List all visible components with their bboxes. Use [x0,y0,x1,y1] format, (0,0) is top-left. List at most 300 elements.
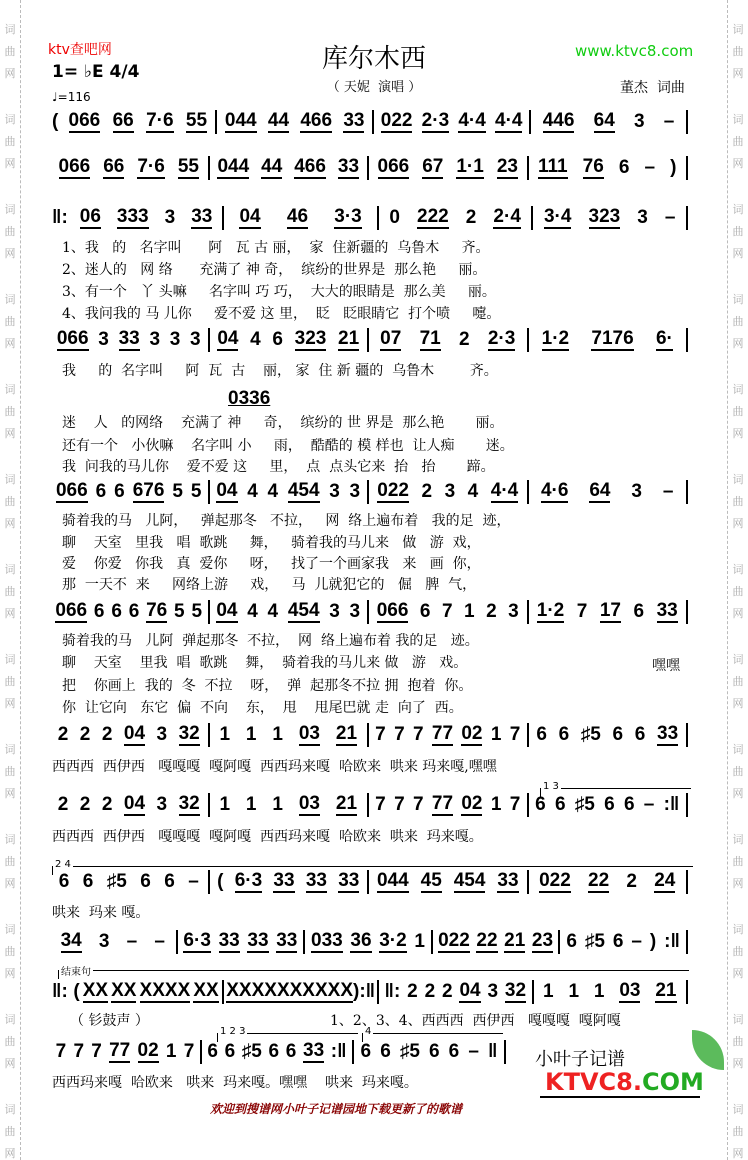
note-group: 1·1 [456,156,484,177]
measure [356,1041,502,1063]
ending-label: 结束句 [61,967,91,978]
note-group: 2 [79,724,91,745]
measure [531,481,685,503]
volta-label: 1 3 [543,781,559,792]
measure [535,207,684,229]
note-group: 1 [165,1041,177,1062]
logo-site-red: KTVC8. [545,1068,642,1096]
measure [531,157,685,179]
watermark-char: 词 [4,293,16,306]
note-group: ) [353,981,360,1002]
watermark-char: 词 [4,833,16,846]
note-group: 3·2 [379,930,407,951]
note-group: 02 [461,723,483,744]
lyric-line: 1、我 的 名字叫 阿 瓦 古 丽， 家 住新疆的 乌鲁木 齐。 [62,240,490,256]
note-group: 36 [350,930,372,951]
watermark-char: 曲 [732,945,744,958]
note-group: – [154,931,165,952]
note-group: 6 [618,157,630,178]
note-group: 6 [285,1041,297,1062]
watermark-char: 网 [732,517,744,530]
lyric-line: 西西西 西伊西 嘎嘎嘎 嘎阿嘎 西西玛来嘎 哈欧来 哄来 玛来嘎,嘿嘿 [52,759,497,775]
watermark-char: 网 [732,247,744,260]
measure [371,481,525,503]
note-group: 6 [114,481,125,502]
lyric-line: 骑着我的马 儿阿 弹起那冬 不拉， 网 络上遍布着 我的足 迹。 [62,633,479,649]
singer-credit: （ 天妮 演唱 ） [326,80,422,95]
note-group: 04 [216,600,238,621]
watermark-char: 词 [4,1013,16,1026]
note-group: 6 [93,601,105,622]
barline [527,480,529,504]
note-group: 044 [224,110,257,131]
watermark-char: 词 [4,203,16,216]
note-group: 2 [407,981,418,1002]
note-group: – [663,111,675,132]
notation-row [52,328,690,352]
lyric-heihei: 嘿嘿 [652,658,680,674]
barline [686,206,688,230]
note-group: 1 [245,794,257,815]
watermark-char: 词 [4,743,16,756]
note-group: 066 [376,600,409,621]
note-group: 03 [298,723,320,744]
watermark-char: 曲 [732,855,744,868]
note-group: 4 [250,329,261,350]
note-group: 55 [177,156,199,177]
watermark-char: 曲 [4,945,16,958]
watermark-char: 词 [4,473,16,486]
note-group: XX [193,980,219,1001]
note-group: 34 [60,930,82,951]
note-group: 1 [542,981,554,1002]
watermark-char: 曲 [4,675,16,688]
note-group: – [126,931,138,952]
note-group: 7 [412,724,424,745]
lyric-line: 哄来 玛来 嘎。 [52,905,150,921]
lyric-line: 把 你画上 我的 冬 不拉 呀， 弹 起那冬不拉 拥 抱着 你。 [62,678,473,694]
note-group: 3 [190,329,201,350]
measure [307,931,429,953]
watermark-char: 网 [4,247,16,260]
note-group: 1 [490,794,502,815]
note-group: 2 [57,794,69,815]
watermark-char: 曲 [4,585,16,598]
notation-row [52,600,690,624]
note-group: 7 [394,724,405,745]
note-group: 446 [542,110,575,131]
note-group: 4·6 [540,480,569,501]
barline [431,930,433,954]
measure [212,157,366,179]
watermark-char: 曲 [4,1125,16,1138]
note-group: – [664,207,676,228]
note-group: 7·6 [137,156,165,177]
note-group: 066 [68,110,101,131]
note-group: 6 [554,794,566,815]
note-group: 323 [588,206,621,227]
barline [208,600,210,624]
note-group: 07 [380,328,402,349]
note-group: 3 [164,207,176,228]
barline [222,206,224,230]
watermark-char: 词 [4,1103,16,1116]
note-group: XX [226,980,252,1001]
note-group: 33 [247,930,269,951]
composer-credit: 董杰 词曲 [620,80,685,96]
note-group: 21 [335,793,358,814]
note-group: 022 [539,870,571,891]
barline [367,480,369,504]
note-group: 4 [467,481,479,502]
measure [226,981,375,1003]
footer-message: 欢迎到搜谱网小叶子记谱园地下载更新了的歌谱 [210,1102,463,1116]
note-group: 21 [335,723,358,744]
note-group: 066 [58,156,91,177]
note-group: ♯5 [399,1041,420,1062]
note-group: ( [217,871,224,892]
watermark-char: 曲 [732,135,744,148]
watermark-char: 曲 [732,45,744,58]
insert-notation: 0336 [228,388,271,409]
barline [532,980,534,1004]
watermark-char: 词 [732,383,744,396]
lyric-line: 3、有一个 丫 头嘛 名字叫 巧 巧， 大大的眼睛是 那么美 丽。 [62,284,496,300]
note-group: 03 [619,980,641,1001]
note-group: 6 [95,481,107,502]
note-group: 02 [137,1040,159,1061]
note-group: 7 [73,1041,85,1062]
watermark-char: 词 [732,293,744,306]
note-group: 1 [414,931,425,952]
note-group: 1 [464,601,475,622]
note-group: 2 [486,601,497,622]
note-group: – [644,157,656,178]
lyric-line: 4、我问我的 马 儿你 爱不爱 这 里， 眨 眨眼睛它 打个喷 嚏。 [62,306,501,322]
note-group: XX [111,980,137,1001]
notation-row [52,156,690,180]
tempo-marking: ♩=116 [52,90,91,104]
watermark-char: 词 [4,23,16,36]
barline [504,1040,506,1064]
measure [376,111,527,133]
note-group: 022 [377,480,409,501]
note-group: 21 [338,328,360,349]
note-group: 33 [303,1040,325,1061]
note-group: 1·2 [536,600,565,621]
note-group: 6 [380,1041,391,1062]
watermark-char: 网 [732,157,744,170]
note-group: 04 [123,793,146,814]
measure [52,724,206,746]
note-group: 1 [272,724,283,745]
measure [72,981,220,1003]
note-group: 323 [294,328,327,349]
note-group: :‖ [663,794,680,815]
measure [562,931,684,953]
note-group: 7 [375,724,386,745]
note-group: 466 [300,110,333,131]
note-group: 2 [442,981,453,1002]
note-group: 04 [459,980,481,1001]
note-group: 454 [287,600,320,621]
lyric-line: 迷 人 的网络 充满了 神 奇， 缤纷的 世 界是 那么艳 丽。 [62,415,504,431]
note-group: 23 [531,930,554,951]
note-group: 4·4 [495,110,523,131]
note-group: 76 [146,600,168,621]
note-group: 44 [267,110,290,131]
logo-text: 小叶子记谱 [535,1049,625,1070]
note-group: 77 [431,723,454,744]
note-group: 71 [419,328,441,349]
barline [303,930,305,954]
watermark-char: 网 [4,67,16,80]
measure [381,981,529,1003]
note-group: 033 [311,930,343,951]
note-group: 7 [576,601,588,622]
measure [52,601,206,623]
watermark-char: 曲 [732,1125,744,1138]
note-group: 6 [634,724,646,745]
note-group: 6 [360,1041,372,1062]
watermark-char: 网 [4,697,16,710]
watermark-char: 曲 [4,225,16,238]
note-group: 3 [98,931,110,952]
measure [212,724,366,746]
barline [686,156,688,180]
watermark-char: 网 [4,1057,16,1070]
note-group: 2 [626,871,637,892]
note-group: 04 [217,328,239,349]
watermark-char: 网 [732,967,744,980]
note-group: 466 [294,156,326,177]
note-group: 0 [389,207,400,228]
note-group: 3·3 [334,206,362,227]
note-group: 4 [247,601,258,622]
volta-label: 2 4 [55,859,71,870]
barline [527,600,529,624]
note-group: ‖ [487,1041,498,1062]
barline [686,930,688,954]
note-group: ♯5 [580,724,601,745]
volta-1-2-3 [217,1026,358,1042]
logo-divider [540,1096,700,1098]
note-group: 3 [169,329,181,350]
barline [529,110,531,134]
note-group: 7 [441,601,453,622]
leaf-logo-icon [692,1030,724,1070]
note-group: 7176 [591,328,634,349]
note-group: 46 [286,206,309,227]
measure [371,724,525,746]
note-group: 066 [55,600,88,621]
watermark-char: 词 [732,1013,744,1026]
barline [215,110,217,134]
note-group: 7·6 [146,110,174,131]
note-group: 066 [56,328,89,349]
note-group: 066 [377,156,410,177]
measure [381,207,530,229]
note-group: 33 [657,723,679,744]
logo-site-green: COM [641,1068,704,1096]
barline [367,328,369,352]
note-group: 64 [593,110,615,131]
volta-4 [362,1026,503,1042]
note-group: 7 [55,1041,67,1062]
lyric-line: 爱 你爱 你我 真 爱你 呀， 找了一个画家我 来 画 你， [62,556,481,572]
watermark-char: 词 [732,833,744,846]
note-group: 33 [273,870,295,891]
note-group: 76 [582,156,604,177]
measure [52,329,206,351]
note-group: 066 [55,480,88,501]
barline [558,930,560,954]
note-group: ) [649,931,657,952]
note-group: 04 [123,723,146,744]
note-group: 33 [218,930,240,951]
watermark-char: 词 [732,743,744,756]
watermark-char: 词 [732,23,744,36]
note-group: 3 [349,481,361,502]
note-group: 7 [394,794,405,815]
note-group: 6 [224,1041,236,1062]
note-group: 1 [490,724,502,745]
note-group: 333 [116,206,149,227]
note-group: 6 [566,931,577,952]
note-group: 5 [190,481,202,502]
lyric-line: 聊 天室 里我 唱 歌跳 舞， 骑着我的马儿来 做 游 戏， [62,535,481,551]
watermark-char: 网 [732,877,744,890]
note-group: 3 [156,724,168,745]
watermark-char: 网 [4,1147,16,1160]
barline [527,156,529,180]
note-group: 6 [633,601,645,622]
barline [208,156,210,180]
note-group: 21 [504,930,526,951]
note-group: 5 [174,601,185,622]
note-group: XX [327,980,353,1001]
note-group: 022 [380,110,413,131]
barline [367,156,369,180]
watermark-char: 词 [4,383,16,396]
barline [367,793,369,817]
note-group: 32 [504,980,527,1001]
logo-site [545,1068,704,1096]
measure [531,724,685,746]
watermark-char: 词 [4,113,16,126]
watermark-char: 曲 [4,315,16,328]
note-group: 02 [461,793,483,814]
volta-label: 4 [365,1026,372,1037]
watermark-char: 曲 [4,135,16,148]
note-group: 222 [417,206,449,227]
barline [367,600,369,624]
note-group: 6 [535,794,546,815]
brand-text: ktv查吧网 [48,42,112,58]
note-group: 044 [217,156,250,177]
lyric-line: 我 的 名字叫 阿 瓦 古 丽， 家 住 新 疆的 乌鲁木 齐。 [62,363,498,379]
note-group: 32 [178,723,200,744]
measure [212,601,366,623]
note-group: 33 [305,870,327,891]
note-group: 4·4 [490,480,519,501]
note-group: – [631,931,642,952]
lyric-line: 2、迷人的 网 络 充满了 神 奇， 缤纷的世界是 那么艳 丽。 [62,262,487,278]
measure [212,481,366,503]
watermark-char: 曲 [732,405,744,418]
note-group: 6 [164,871,175,892]
note-group: 1 [245,724,257,745]
barline [377,980,379,1004]
measure [204,1041,350,1063]
note-group: 1 [272,794,283,815]
note-group: 3 [631,481,642,502]
notation-row [52,723,690,747]
note-group: 044 [376,870,409,891]
note-group: 4 [267,481,279,502]
measure [52,931,174,953]
note-group: 55 [185,110,208,131]
watermark-char: 网 [732,607,744,620]
note-group: 3 [637,207,648,228]
note-group: 77 [109,1040,131,1061]
barline [200,1040,202,1064]
barline [531,206,533,230]
watermark-char: 词 [732,563,744,576]
note-group: 5 [172,481,183,502]
note-group: 1 [219,724,231,745]
note-group: 21 [655,980,677,1001]
barline [176,930,178,954]
measure [180,931,302,953]
note-group: 1 [593,981,605,1002]
note-group: 3 [487,981,499,1002]
note-group: 33 [338,870,360,891]
note-group: 6 [419,601,431,622]
measure [435,931,557,953]
note-group: 2 [101,724,113,745]
watermark-char: 网 [732,697,744,710]
barline [222,980,224,1004]
note-group: ♯5 [241,1041,262,1062]
note-group: 3 [329,601,340,622]
note-group: 7 [183,1041,195,1062]
note-group: 2 [458,329,470,350]
lyric-line: 那 一天不 来 网络上游 戏， 马 儿就犯它的 倔 脾 气， [62,577,477,593]
ending-bracket [58,967,689,979]
note-group: 33 [343,110,365,131]
lyric-line: 1、2、3、4、西西西 西伊西 嘎嘎嘎 嘎阿嘎 [330,1013,621,1029]
note-group: 6 [111,601,122,622]
note-group: 3·4 [543,206,572,227]
measure [52,481,206,503]
note-group: 2 [101,794,113,815]
watermark-char: 曲 [732,765,744,778]
note-group: 03 [298,793,320,814]
barline [367,723,369,747]
note-group: 6 [612,724,624,745]
watermark-char: 曲 [732,585,744,598]
note-group: 3 [633,111,645,132]
measure [226,207,375,229]
note-group: ♯5 [574,794,595,815]
note-group: 2·4 [493,206,521,227]
note-group: 2 [421,481,433,502]
note-group: 7 [412,794,424,815]
note-group: 6·3 [183,930,211,951]
notation-row [52,930,690,954]
watermark-char: 词 [4,653,16,666]
